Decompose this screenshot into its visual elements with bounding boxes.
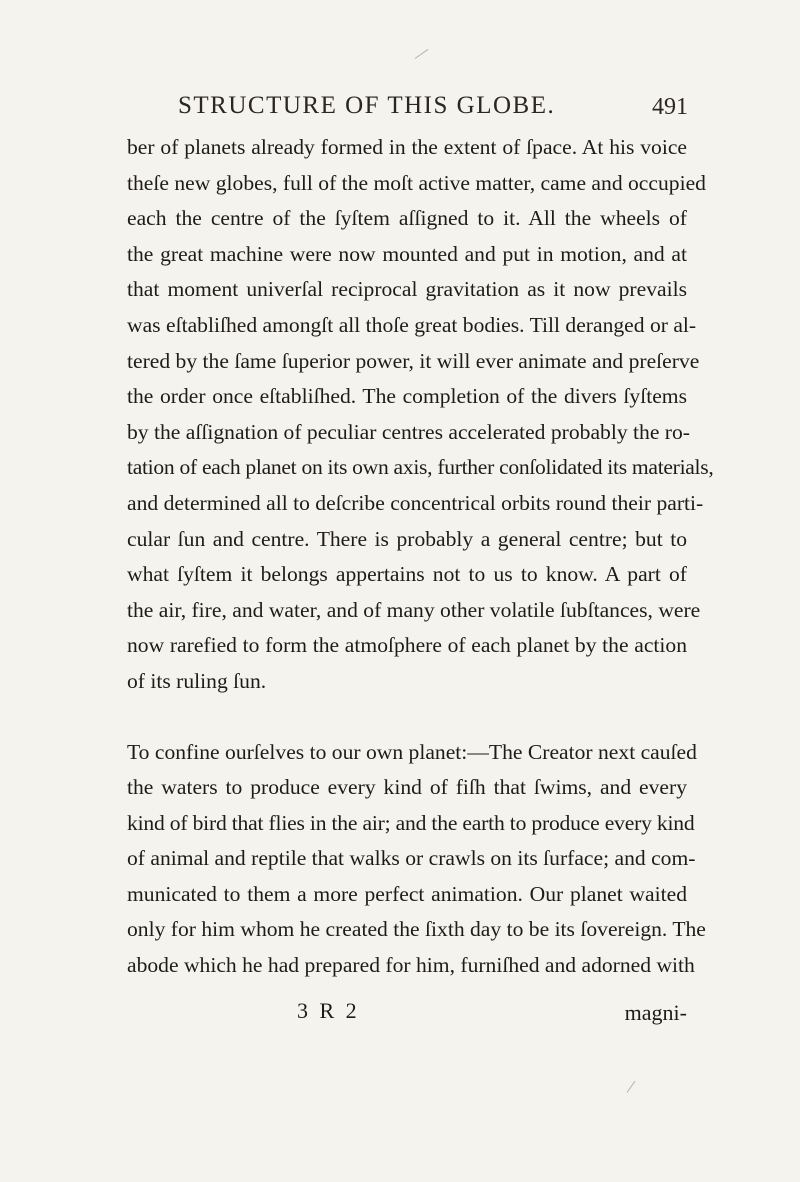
running-head <box>150 92 688 132</box>
text-line: ber of planets already formed in the extent of ſpace. At his voice <box>127 135 687 159</box>
text-line: municated to them a more perfect animation. Our planet waited <box>127 881 687 906</box>
body-text <box>127 130 714 984</box>
text-line: the order once eſtabliſhed. The completion of the divers ſyſtems <box>127 384 687 409</box>
text-line: the great machine were now mounted and put in motion, and at <box>127 241 687 266</box>
text-line: kind of bird that flies in the air; and the earth to produce every kind <box>127 810 695 835</box>
text-line: the waters to produce every kind of fiſh that ſwims, and every <box>127 775 687 800</box>
text-line: each the centre of the ſyſtem aſſigned to it. All the wheels of <box>127 206 687 231</box>
text-line: abode which he had prepared for him, furniſhed and adorned with <box>127 953 695 978</box>
page-number: 491 <box>652 94 688 120</box>
text-line: cular ſun and centre. There is probably a general centre; but to <box>127 526 687 551</box>
text-line: theſe new globes, full of the moſt active matter, came and occupied <box>127 170 706 195</box>
pencil-mark <box>627 1081 636 1093</box>
paragraph <box>127 735 706 984</box>
paragraph <box>127 130 714 700</box>
text-line: only for him whom he created the ſixth day to be its ſovereign. The <box>127 917 706 942</box>
pencil-mark <box>415 49 429 59</box>
catchword: magni- <box>624 1000 687 1025</box>
text-line: of animal and reptile that walks or crawls on its ſurface; and com- <box>127 846 696 871</box>
text-line: by the aſſignation of peculiar centres accelerated probably the ro- <box>127 419 690 444</box>
text-line: that moment univerſal reciprocal gravitation as it now prevails <box>127 277 687 302</box>
running-title: STRUCTURE OF THIS GLOBE. <box>178 92 556 119</box>
text-line: was eſtabliſhed amongſt all thoſe great bodies. Till deranged or al- <box>127 312 697 337</box>
page-footer <box>127 998 687 1030</box>
text-line: the air, fire, and water, and of many other volatile ſubſtances, were <box>127 597 701 622</box>
text-line: To confine ourſelves to our own planet:—The Creator next cauſed <box>127 739 697 764</box>
text-line: tered by the ſame ſuperior power, it will ever animate and preſerve <box>127 348 700 373</box>
text-line: of its ruling ſun. <box>127 668 267 693</box>
signature-mark: 3 R 2 <box>297 998 360 1023</box>
text-line: what ſyſtem it belongs appertains not to us to know. A part of <box>127 562 687 587</box>
text-line: tation of each planet on its own axis, further conſolidated its materials, <box>127 455 714 480</box>
text-line: now rarefied to form the atmoſphere of each planet by the action <box>127 633 687 658</box>
text-line: and determined all to deſcribe concentrical orbits round their parti- <box>127 490 704 515</box>
paragraph-gap <box>127 700 687 735</box>
